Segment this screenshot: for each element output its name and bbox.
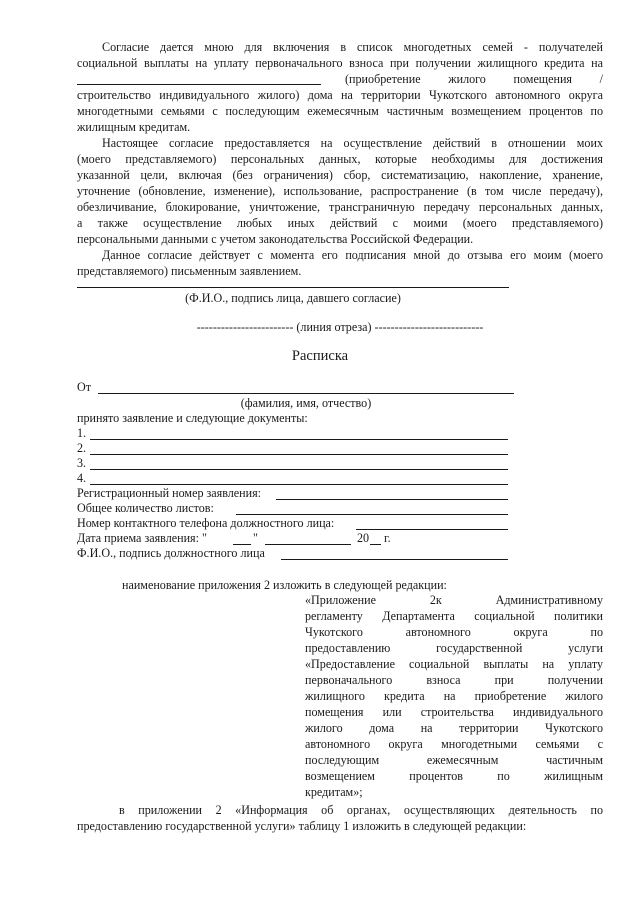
quote-line-13: кредитам»; bbox=[305, 785, 363, 799]
official-line bbox=[281, 559, 508, 560]
sheets-line bbox=[236, 514, 508, 515]
date-year-prefix: 20 bbox=[357, 531, 370, 545]
quote-line-4: предоставлению государственной услуги bbox=[305, 641, 603, 655]
consent-p1-line6: жилищным кредитам. bbox=[77, 120, 191, 134]
final-line-1: в приложении 2 «Информация об органах, осуществляющих деятельность по bbox=[119, 803, 603, 817]
doc-item-4-number: 4. bbox=[77, 471, 87, 485]
consent-p3-line1: Данное согласие действует с момента его подписания мной до отзыва его моим (моего bbox=[102, 248, 603, 262]
consent-p3-line2: представляемого) письменным заявлением. bbox=[77, 264, 302, 278]
doc-item-3-number: 3. bbox=[77, 456, 87, 470]
date-quote-close: " bbox=[253, 531, 258, 545]
date-month-line bbox=[265, 544, 351, 545]
consent-p2-line2: (моего представляемого) персональных данных, которые необходимы для достижения bbox=[77, 152, 603, 166]
receipt-from-label: От bbox=[77, 380, 92, 394]
reg-number-label: Регистрационный номер заявления: bbox=[77, 486, 262, 500]
quote-line-11: последующим ежемесячным частичным bbox=[305, 753, 603, 767]
consent-p2-line3: указанной цели, включая (без ограничения) сбор, систематизацию, накопление, хранение, bbox=[77, 168, 603, 182]
quote-line-2: регламенту Департамента социальной политики bbox=[305, 609, 603, 623]
accepted-docs-label: принято заявление и следующие документы: bbox=[77, 411, 308, 425]
quote-line-3: Чукотского автономного округа по bbox=[305, 625, 603, 639]
from-name-line bbox=[98, 393, 514, 394]
from-caption: (фамилия, имя, отчество) bbox=[240, 396, 372, 410]
doc-item-2-line bbox=[90, 454, 508, 455]
date-year-line bbox=[370, 544, 381, 545]
quote-line-5: «Предоставление социальной выплаты на уплату bbox=[305, 657, 603, 671]
consent-p2-line6: а также осуществление любых иных действий с моими (моего представляемого) bbox=[77, 216, 603, 230]
quote-line-9: жилого дома на территории Чукотского bbox=[305, 721, 603, 735]
signature-line bbox=[77, 287, 509, 288]
quote-line-6: первоначального взноса при получении bbox=[305, 673, 603, 687]
quote-line-12: возмещением процентов по жилищным bbox=[305, 769, 603, 783]
consent-p1-line1: Согласие дается мною для включения в список многодетных семей - получателей bbox=[102, 40, 603, 54]
phone-line bbox=[356, 529, 508, 530]
signature-caption: (Ф.И.О., подпись лица, давшего согласие) bbox=[185, 291, 401, 305]
receipt-title: Расписка bbox=[291, 348, 349, 364]
consent-p1-line5: многодетными семьями с последующим ежемесячным частичным возмещением процентов по bbox=[77, 104, 603, 118]
doc-item-1-number: 1. bbox=[77, 426, 87, 440]
quote-line-1: «Приложение 2к Административному bbox=[305, 593, 603, 607]
final-line-2: предоставлению государственной услуги» таблицу 1 изложить в следующей редакции: bbox=[77, 819, 527, 833]
amend-intro: наименование приложения 2 изложить в следующей редакции: bbox=[122, 578, 447, 592]
consent-p2-line7: персональными данными с учетом законодательства Российской Федерации. bbox=[77, 232, 474, 246]
consent-p2-line5: обезличивание, блокирование, уничтожение, трансграничную передачу персональных данных, bbox=[77, 200, 603, 214]
official-label: Ф.И.О., подпись должностного лица bbox=[77, 546, 265, 560]
phone-label: Номер контактного телефона должностного лица: bbox=[77, 516, 335, 530]
consent-p1-line2: социальной выплаты на уплату первоначального взноса при получении жилищного кредита на bbox=[77, 56, 603, 70]
consent-p2-line4: уточнение (обновление, изменение), использование, распространение (в том числе передачу), bbox=[77, 184, 603, 198]
quote-line-7: жилищного кредита на приобретение жилого bbox=[305, 689, 603, 703]
doc-item-4-line bbox=[90, 484, 508, 485]
consent-p1-line3: (приобретение жилого помещения / bbox=[345, 72, 603, 86]
doc-item-1-line bbox=[90, 439, 508, 440]
sheets-label: Общее количество листов: bbox=[77, 501, 214, 515]
fill-line-credit-purpose bbox=[77, 84, 321, 85]
reg-number-line bbox=[276, 499, 508, 500]
cut-line: ------------------------ (линия отреза) --------------------------- bbox=[196, 320, 484, 334]
consent-p2-line1: Настоящее согласие предоставляется на осуществление действий в отношении моих bbox=[102, 136, 603, 150]
date-label: Дата приема заявления: " bbox=[77, 531, 207, 545]
consent-p1-line4: строительство индивидуального жилого) дома на территории Чукотского автономного округа bbox=[77, 88, 603, 102]
doc-item-2-number: 2. bbox=[77, 441, 87, 455]
quote-line-8: помещения или строительства индивидуального bbox=[305, 705, 603, 719]
doc-item-3-line bbox=[90, 469, 508, 470]
date-year-suffix: г. bbox=[384, 531, 391, 545]
date-day-line bbox=[233, 544, 251, 545]
quote-line-10: автономного округа многодетными семьями с bbox=[305, 737, 603, 751]
